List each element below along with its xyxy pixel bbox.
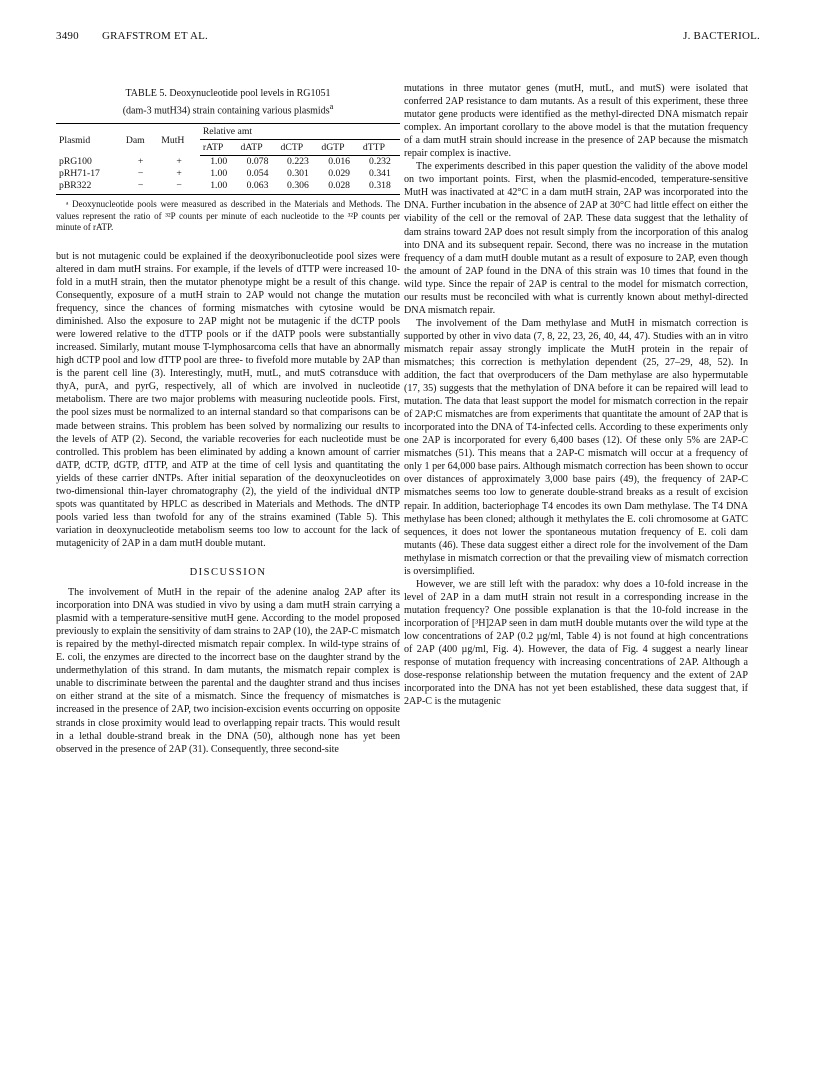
cell-value: 0.054	[246, 168, 269, 180]
left-column	[56, 88, 400, 756]
cell-value: 1.00	[210, 156, 228, 168]
table-row	[56, 168, 400, 180]
table-footnote: ᵃ Deoxynucleotide pools were measured as described in the Materials and Methods. The values represent the ratio of ³²P counts per minute of each nucleotide to the ³²P counts per minute of rATP.	[56, 199, 400, 233]
body-paragraph: The involvement of MutH in the repair of the adenine analog 2AP after its incorporation into DNA was studied in vivo by using a dam mutH strain carrying a plasmid with a temperature-sensitive mutH gene. According to the model proposed previously to explain the sensitivity of dam strains to 2AP (10), the 2AP-C mismatch is repaired by the methyl-directed mismatch repair complex. In wild-type strains of E. coli, the enzymes are directed to the incorrect base on the daughter strand by the undermethylation of this strand. In dam mutants, the mismatch repair complex is unable to discriminate between the parental and the daughter strand and thus incises on either strand at the site of a mismatch. Since the frequency of mismatches is increased in the presence of 2AP, two incision-excision events occurring on opposite strands in close proximity would lead to overlapping repair tracts. This would result in a lethal double-strand break in the DNA (50), although none has yet been observed in the presence of 2AP (31). Consequently, three second-site	[56, 587, 400, 755]
col-header-relative-amt: Relative amt	[200, 124, 400, 140]
section-heading-discussion: DISCUSSION	[189, 567, 267, 578]
cell-value: 0.029	[328, 168, 351, 180]
cell-value: 0.341	[369, 168, 391, 180]
cell-value: 1.00	[210, 168, 228, 180]
cell-muth: +	[176, 156, 182, 168]
cell-value: 0.301	[287, 168, 309, 180]
cell-value: 0.306	[278, 180, 319, 195]
cell-dam: −	[123, 180, 158, 195]
table-caption	[56, 88, 400, 117]
col-header-dam: Dam	[123, 124, 158, 156]
cell-dam: −	[137, 168, 144, 180]
cell-value: 1.00	[200, 180, 238, 195]
cell-plasmid: pRG100	[59, 156, 92, 168]
table-title-mark: a	[329, 101, 334, 111]
running-authors: GRAFSTROM ET AL.	[102, 30, 208, 42]
col-header-dgtp: dGTP	[318, 140, 360, 156]
col-header-plasmid: Plasmid	[56, 124, 123, 156]
cell-value: 0.016	[328, 156, 351, 168]
table-title-line1: TABLE 5. Deoxynucleotide pool levels in RG1051	[125, 88, 331, 99]
right-column	[404, 82, 748, 708]
cell-value: 0.063	[238, 180, 278, 195]
col-header-datp: dATP	[238, 140, 278, 156]
table-row	[56, 156, 400, 169]
col-header-ratp: rATP	[200, 140, 238, 156]
cell-value: 0.028	[318, 180, 360, 195]
body-paragraph: The involvement of the Dam methylase and MutH in mismatch correction is supported by other in vivo data (7, 8, 22, 23, 26, 40, 44, 47). Studies with an in vitro mismatch repair assay strongly implicate the MutH protein in the repair of mismatches; this correction is methylation dependent (25, 27–29, 48, 52). In addition, the fact that overproducers of the Dam methylase are also hypermutable (17, 35) suggests that the methylation of DNA before it can be repaired will lead to mutation. The data that least support the model for mismatch correction in the repair of 2AP:C mismatches are from experiments that quantitate the amount of 2AP that is incorporated into the DNA of T4-infected cells. According to these experiments only one 2AP is incorporated for every 6,400 bases (12). Of these only 5% are 2AP-C mismatches (51). This means that a 2AP-C mismatch will occur at a frequency of only 1 per 64,000 base pairs. Although mismatch correction has been shown to occur over distances of approximately 3,000 base pairs (49), the frequency of 2AP-C mismatches seems too low to generate double-strand breaks as a result of excision repair. In addition, bacteriophage T4 encodes its own Dam methylase. The T4 DNA methylase has been cloned; although it methylates the E. coli chromosome at GATC sequences, it does not lower the spontaneous mutation frequency of E. coli dam mutants (46). These data suggest either a direct role for the involvement of the Dam methylase in mismatch correction or that the prevailing view of mismatch correction is oversimplified.	[404, 317, 748, 577]
cell-plasmid: pBR322	[56, 180, 123, 195]
cell-muth: −	[158, 180, 200, 195]
page-number: 3490	[56, 30, 79, 42]
body-paragraph: but is not mutagenic could be explained if the deoxyribonucleotide pool sizes were altered in dam mutH strains. For example, if the levels of dTTP were increased 10-fold in a mutH strain, then the mutator phenotype might be a result of this change. Consequently, exposure of a mutH strain to 2AP would not change the mutation frequency, since the chances of forming mismatches with cytosine would be diminished. Also the exposure to 2AP might not be mutagenic if the dCTP pools were lowered relative to the dTTP pools or if the dATP pools were substantially increased. Similarly, mutant mouse T-lymphosarcoma cells that have an abnormally high dCTP pool and low dTTP pool are three- to fivefold more mutable by 2AP than is the parent cell line (3). Interestingly, mutH, mutL, and mutS cotransduce with thyA, purA, and pyrG, respectively, all of which are involved in nucleotide metabolism. There are two major problems with measuring nucleotide pools. First, the pool sizes must be normalized to an internal standard so that comparisons can be made between strains. This problem has been solved by normalizing our results to the levels of ATP (2). Second, the variable recoveries for each nucleotide must be controlled. This problem has been eliminated by adding a known amount of carrier dATP, dCTP, dGTP, dTTP, and ATP at the time of cell lysis and quantitating the yields of these carrier dNTPs. After initial separation of the deoxynucleotides on two-dimensional thin-layer chromatography (2), the yield of the individual dNTP spots was quantitated by HPLC as described in Materials and Methods. The dNTP pools varied less than twofold for any of the strains examined (Table 5). This variation in deoxynucleotide metabolism seems too low to account for the lack of mutagenicity of 2AP in a dam mutH double mutant.	[56, 250, 400, 549]
col-header-dctp: dCTP	[278, 140, 319, 156]
cell-value: 0.078	[246, 156, 269, 168]
col-header-muth: MutH	[158, 124, 200, 156]
cell-value: 0.223	[287, 156, 309, 168]
body-paragraph: mutations in three mutator genes (mutH, mutL, and mutS) were isolated that conferred 2AP resistance to dam mutants. As a result of this experiment, these three mutator gene products were identified as the methyl-directed DNA mismatch repair complex. An important corollary to the above model is that the mutation frequency of a dam mutH strain should increase in the presence of 2AP because the mismatch repair complex is inactive.	[404, 83, 748, 160]
body-paragraph: The experiments described in this paper question the validity of the above model on two important points. First, when the plasmid-encoded, temperature-sensitive MutH was inactivated at 42°C in a dam mutH strain, 2AP was incorporated into the DNA. Further incubation in the absence of 2AP at 30°C had little effect on either the viability of the cell or the removal of 2AP. These data suggest that the lethality of dam strains toward 2AP does not result simply from the incorporation of this analog into DNA and its subsequent repair. Second, there was no increase in the mutation frequency of a dam mutH double mutant as a result of exposure to 2AP, even though the amount of 2AP found in the DNA of this strain was 10 times that found in the wild type. Since the repair of 2AP is central to the model for mismatch correction, our results must be reconciled with what is currently known about methyl-directed DNA mismatch repair.	[404, 161, 748, 316]
table-row	[56, 180, 400, 195]
cell-plasmid: pRH71-17	[59, 168, 100, 180]
journal-name: J. BACTERIOL.	[683, 30, 760, 42]
cell-value: 0.318	[360, 180, 400, 195]
cell-dam: +	[137, 156, 144, 168]
cell-muth: +	[176, 168, 182, 180]
table-title-line2: (dam-3 mutH34) strain containing various plasmids	[122, 104, 330, 116]
body-paragraph: However, we are still left with the paradox: why does a 10-fold increase in the level of 2AP in a dam mutH strain not result in a corresponding increase in the mutation frequency? One possible explanation is that the 10-fold increase in the incorporation of [³H]2AP seen in dam mutH double mutants over the wild type at the low concentrations of 2AP (0.2 µg/ml, Table 4) is not found at high concentrations of 2AP (400 µg/ml, Fig. 4). However, the data of Fig. 4 suggest a nearly linear response of mutation frequency with increasing concentrations of 2AP. Although a dose-response relationship between the mutation frequency and the extent of 2AP incorporated into the DNA has not yet been established, these data suggest that, if 2AP-C is the mutagenic	[404, 578, 748, 708]
cell-value: 0.232	[369, 156, 391, 168]
table-5	[56, 123, 400, 195]
col-header-dttp: dTTP	[360, 140, 400, 156]
